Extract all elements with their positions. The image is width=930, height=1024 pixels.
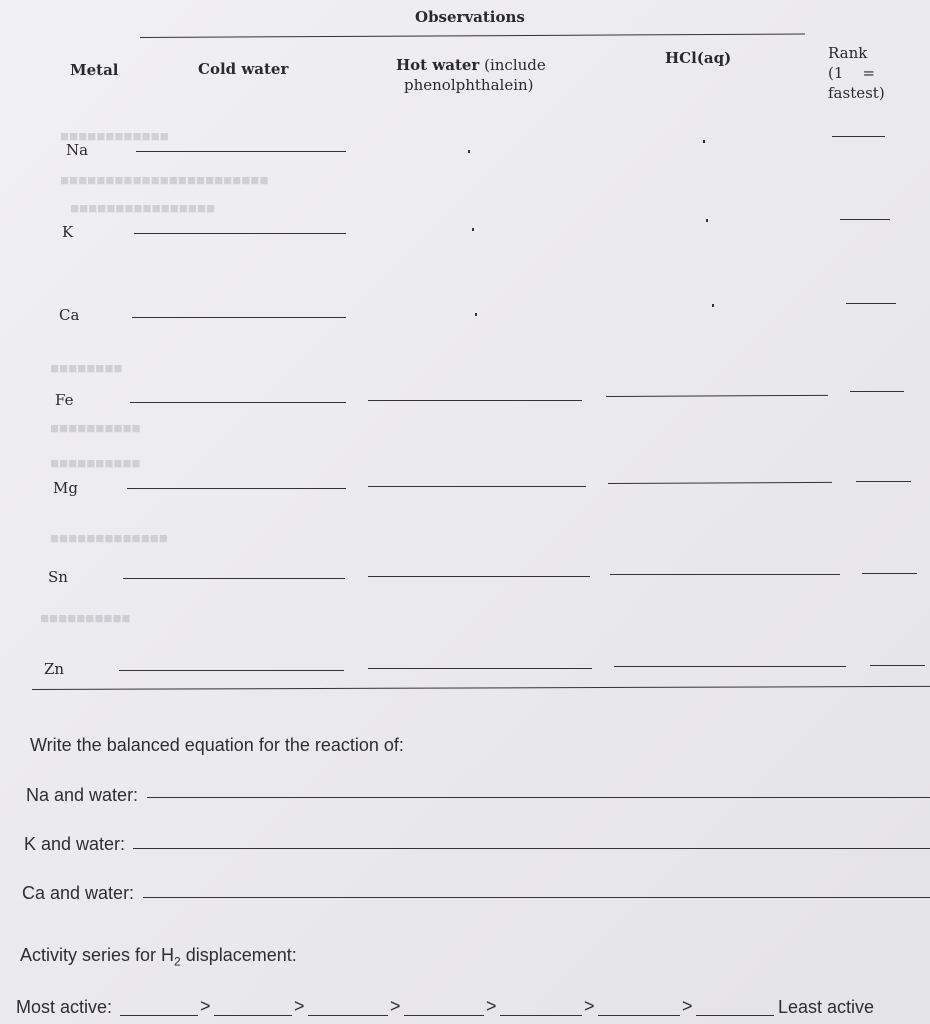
blank-cold-water-ca[interactable] [132, 317, 346, 318]
column-header-hot-water [396, 55, 546, 95]
activity-separator-1: > [200, 996, 211, 1016]
header-rule [140, 34, 805, 38]
activity-separator-2: > [294, 996, 305, 1016]
activity-separator-6: > [682, 996, 693, 1016]
blank-cold-water-zn[interactable] [119, 670, 344, 671]
activity-separator-4: > [486, 996, 497, 1016]
activity-blank-3[interactable] [308, 1015, 388, 1016]
most-active-label: Most active: [16, 997, 113, 1017]
activity-blank-6[interactable] [598, 1015, 680, 1016]
blank-rank-mg[interactable] [856, 481, 911, 482]
rank-label: Rank [828, 44, 868, 62]
row-label-mg: Mg [53, 479, 78, 497]
blank-hcl-sn[interactable] [610, 574, 840, 575]
activity-heading-subscript: 2 [174, 954, 181, 969]
blank-hcl-mg[interactable] [608, 482, 832, 484]
blank-hot-water-zn[interactable] [368, 668, 592, 669]
row-label-ca: Ca [59, 306, 80, 324]
rank-note-line2: (1 = [828, 64, 876, 82]
blank-cold-water-k[interactable] [134, 233, 346, 234]
blank-rank-k[interactable] [840, 219, 890, 220]
row-label-na: Na [66, 141, 89, 159]
activity-blank-5[interactable] [500, 1015, 582, 1016]
hot-water-note-line2: phenolphthalein) [404, 76, 534, 94]
hot-water-note: (include [479, 56, 546, 74]
activity-separator-3: > [390, 996, 401, 1016]
rank-note-line3: fastest) [828, 84, 885, 102]
equation-label-k: K and water: [24, 834, 126, 854]
row-label-fe: Fe [55, 391, 74, 409]
blank-hcl-zn[interactable] [614, 666, 846, 667]
blank-cold-water-na[interactable] [136, 151, 346, 152]
blank-cold-water-mg[interactable] [127, 488, 346, 489]
equation-label-ca: Ca and water: [22, 883, 135, 903]
activity-heading-text: Activity series for H [20, 945, 175, 965]
blank-hot-water-mg[interactable] [368, 486, 586, 487]
table-bottom-rule [32, 686, 930, 690]
equation-blank-na[interactable] [147, 797, 930, 798]
blank-rank-zn[interactable] [870, 665, 925, 666]
activity-blank-2[interactable] [214, 1015, 292, 1016]
dash-hcl-na [703, 140, 705, 143]
equations-heading: Write the balanced equation for the reaction of: [30, 735, 404, 755]
equation-blank-k[interactable] [133, 848, 930, 849]
dash-hot-water-ca [475, 313, 477, 316]
row-label-k: K [62, 223, 74, 241]
activity-blank-1[interactable] [120, 1015, 198, 1016]
blank-cold-water-sn[interactable] [123, 578, 345, 579]
row-label-zn: Zn [44, 660, 65, 678]
column-header-hcl: HCl(aq) [665, 49, 732, 67]
column-header-rank [828, 43, 885, 103]
activity-blank-4[interactable] [404, 1015, 484, 1016]
blank-rank-sn[interactable] [862, 573, 917, 574]
bleed-through-shadow: ■■■■■■■■■■■■ ■■■■■■■■■■■■■■■■■■■■■■■ ■■■■■■■■■■■■■■■■ ■■■■■■■■ ■■■■■■■■■■ ■■■■■■■■■■ ■■■■■■■■■■■■■ ■■■■■■■■■■ [40, 128, 269, 627]
equation-label-na: Na and water: [26, 785, 139, 805]
table-title: Observations [415, 8, 525, 26]
blank-rank-ca[interactable] [846, 303, 896, 304]
row-label-sn: Sn [48, 568, 68, 586]
blank-hcl-fe[interactable] [606, 395, 828, 397]
activity-separator-5: > [584, 996, 595, 1016]
blank-hot-water-fe[interactable] [368, 400, 582, 401]
column-header-metal: Metal [70, 61, 119, 79]
activity-series-heading [20, 945, 297, 969]
blank-hot-water-sn[interactable] [368, 576, 590, 577]
least-active-label: Least active [778, 997, 875, 1017]
column-header-cold-water: Cold water [198, 60, 289, 78]
dash-hcl-k [706, 219, 708, 222]
activity-blank-7[interactable] [696, 1015, 774, 1016]
dash-hcl-ca [712, 304, 714, 307]
equation-blank-ca[interactable] [143, 897, 930, 898]
hot-water-label: Hot water [396, 56, 480, 74]
blank-rank-na[interactable] [832, 136, 885, 137]
blank-cold-water-fe[interactable] [130, 402, 346, 403]
dash-hot-water-na [468, 150, 470, 153]
activity-heading-text-end: displacement: [180, 945, 297, 965]
blank-rank-fe[interactable] [850, 391, 904, 392]
dash-hot-water-k [472, 228, 474, 231]
